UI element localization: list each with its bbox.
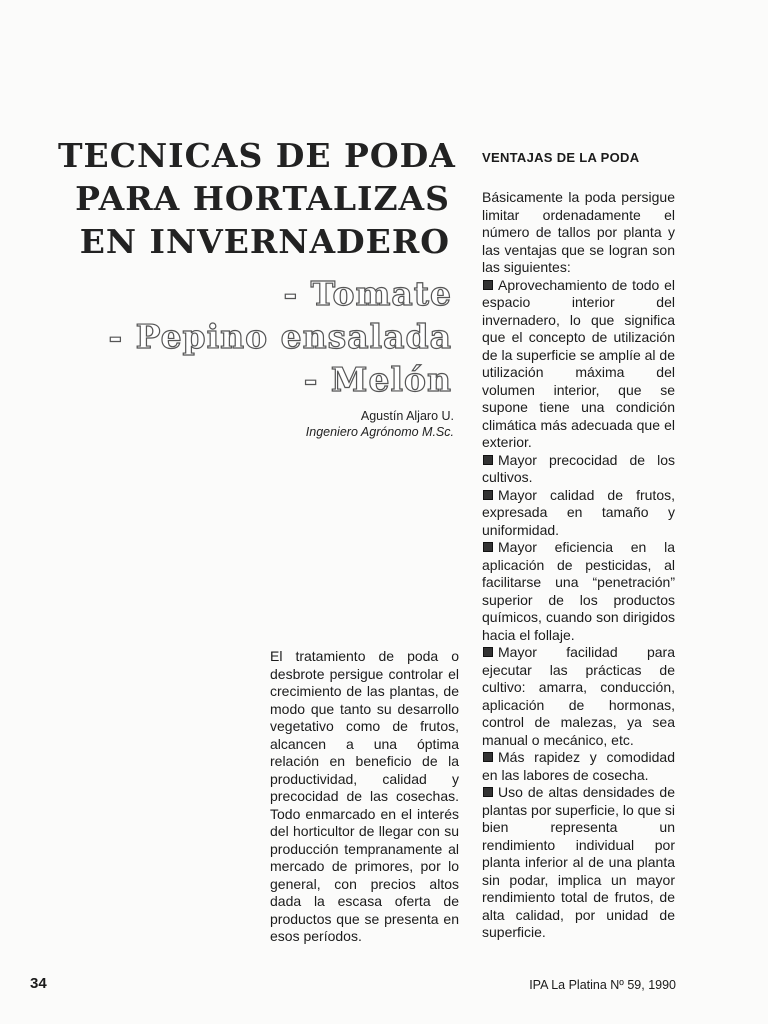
section-heading: VENTAJAS DE LA PODA bbox=[482, 150, 640, 165]
crop-pepino: - Pepino ensalada bbox=[108, 317, 452, 356]
advantage-text: Mayor calidad de frutos, expresada en tamaño y uniformidad. bbox=[482, 486, 675, 538]
advantage-item bbox=[482, 487, 675, 540]
author-name: Agustín Aljaro U. bbox=[360, 409, 454, 423]
advantage-text: Mayor eficiencia en la aplicación de pesticidas, al facilitarse una “penetración” superior de los productos químicos, cuando son dirigidos hacia el follaje. bbox=[482, 539, 675, 643]
square-bullet-icon bbox=[483, 542, 493, 552]
page-number: 34 bbox=[30, 975, 47, 992]
crop-list bbox=[100, 272, 452, 401]
square-bullet-icon bbox=[483, 490, 493, 500]
square-bullet-icon bbox=[483, 455, 493, 465]
square-bullet-icon bbox=[483, 752, 493, 762]
advantage-item bbox=[482, 644, 675, 749]
author-block bbox=[260, 408, 454, 440]
square-bullet-icon bbox=[483, 280, 493, 290]
advantage-item bbox=[482, 277, 675, 452]
author-role: Ingeniero Agrónomo M.Sc. bbox=[305, 425, 454, 439]
advantage-item bbox=[482, 749, 675, 784]
article-title bbox=[58, 134, 456, 263]
journal-citation: IPA La Platina Nº 59, 1990 bbox=[529, 978, 676, 992]
title-line-2: PARA HORTALIZAS bbox=[75, 179, 450, 218]
crop-melon: - Melón bbox=[303, 360, 452, 399]
square-bullet-icon bbox=[483, 787, 493, 797]
title-line-1: TECNICAS DE PODA bbox=[58, 136, 456, 175]
advantage-item bbox=[482, 784, 675, 942]
crop-tomate: - Tomate bbox=[283, 274, 452, 313]
advantages-intro: Básicamente la poda persigue limitar ordenadamente el número de tallos por planta y las ventajas que se logran son las siguientes: bbox=[482, 189, 675, 275]
advantage-text: Mayor precocidad de los cultivos. bbox=[482, 451, 675, 485]
advantages-column bbox=[482, 149, 675, 942]
square-bullet-icon bbox=[483, 647, 493, 657]
advantage-text: Mayor facilidad para ejecutar las prácticas de cultivo: amarra, conducción, aplicación de hormonas, control de malezas, ya sea manual o mecánico, etc. bbox=[482, 644, 675, 748]
advantage-item bbox=[482, 452, 675, 487]
advantage-text: Uso de altas densidades de plantas por superficie, lo que si bien representa un rendimiento individual por planta inferior al de una planta sin podar, implica un mayor rendimiento total de frutos, de alta calidad, por unidad de superficie. bbox=[482, 784, 675, 940]
advantage-item bbox=[482, 539, 675, 644]
title-line-3: EN INVERNADERO bbox=[79, 222, 450, 261]
advantage-text: Aprovechamiento de todo el espacio interior del invernadero, lo que significa que el concepto de utilización de la superficie se amplíe al de utilización máxima del volumen interior, que se supone tiene una condición climática más adecuada que el exterior. bbox=[482, 276, 675, 450]
advantage-text: Más rapidez y comodidad en las labores de cosecha. bbox=[482, 749, 675, 783]
intro-paragraph: El tratamiento de poda o desbrote persigue controlar el crecimiento de las plantas, de modo que tanto su desarrollo vegetativo como de frutos, alcancen a una óptima relación en beneficio de la productividad, calidad y precocidad de las cosechas. Todo enmarcado en el interés del horticultor de llegar con su producción tempranamente al mercado de primores, por lo general, con precios altos dada la escasa oferta de productos que se presenta en esos períodos. bbox=[270, 648, 459, 944]
